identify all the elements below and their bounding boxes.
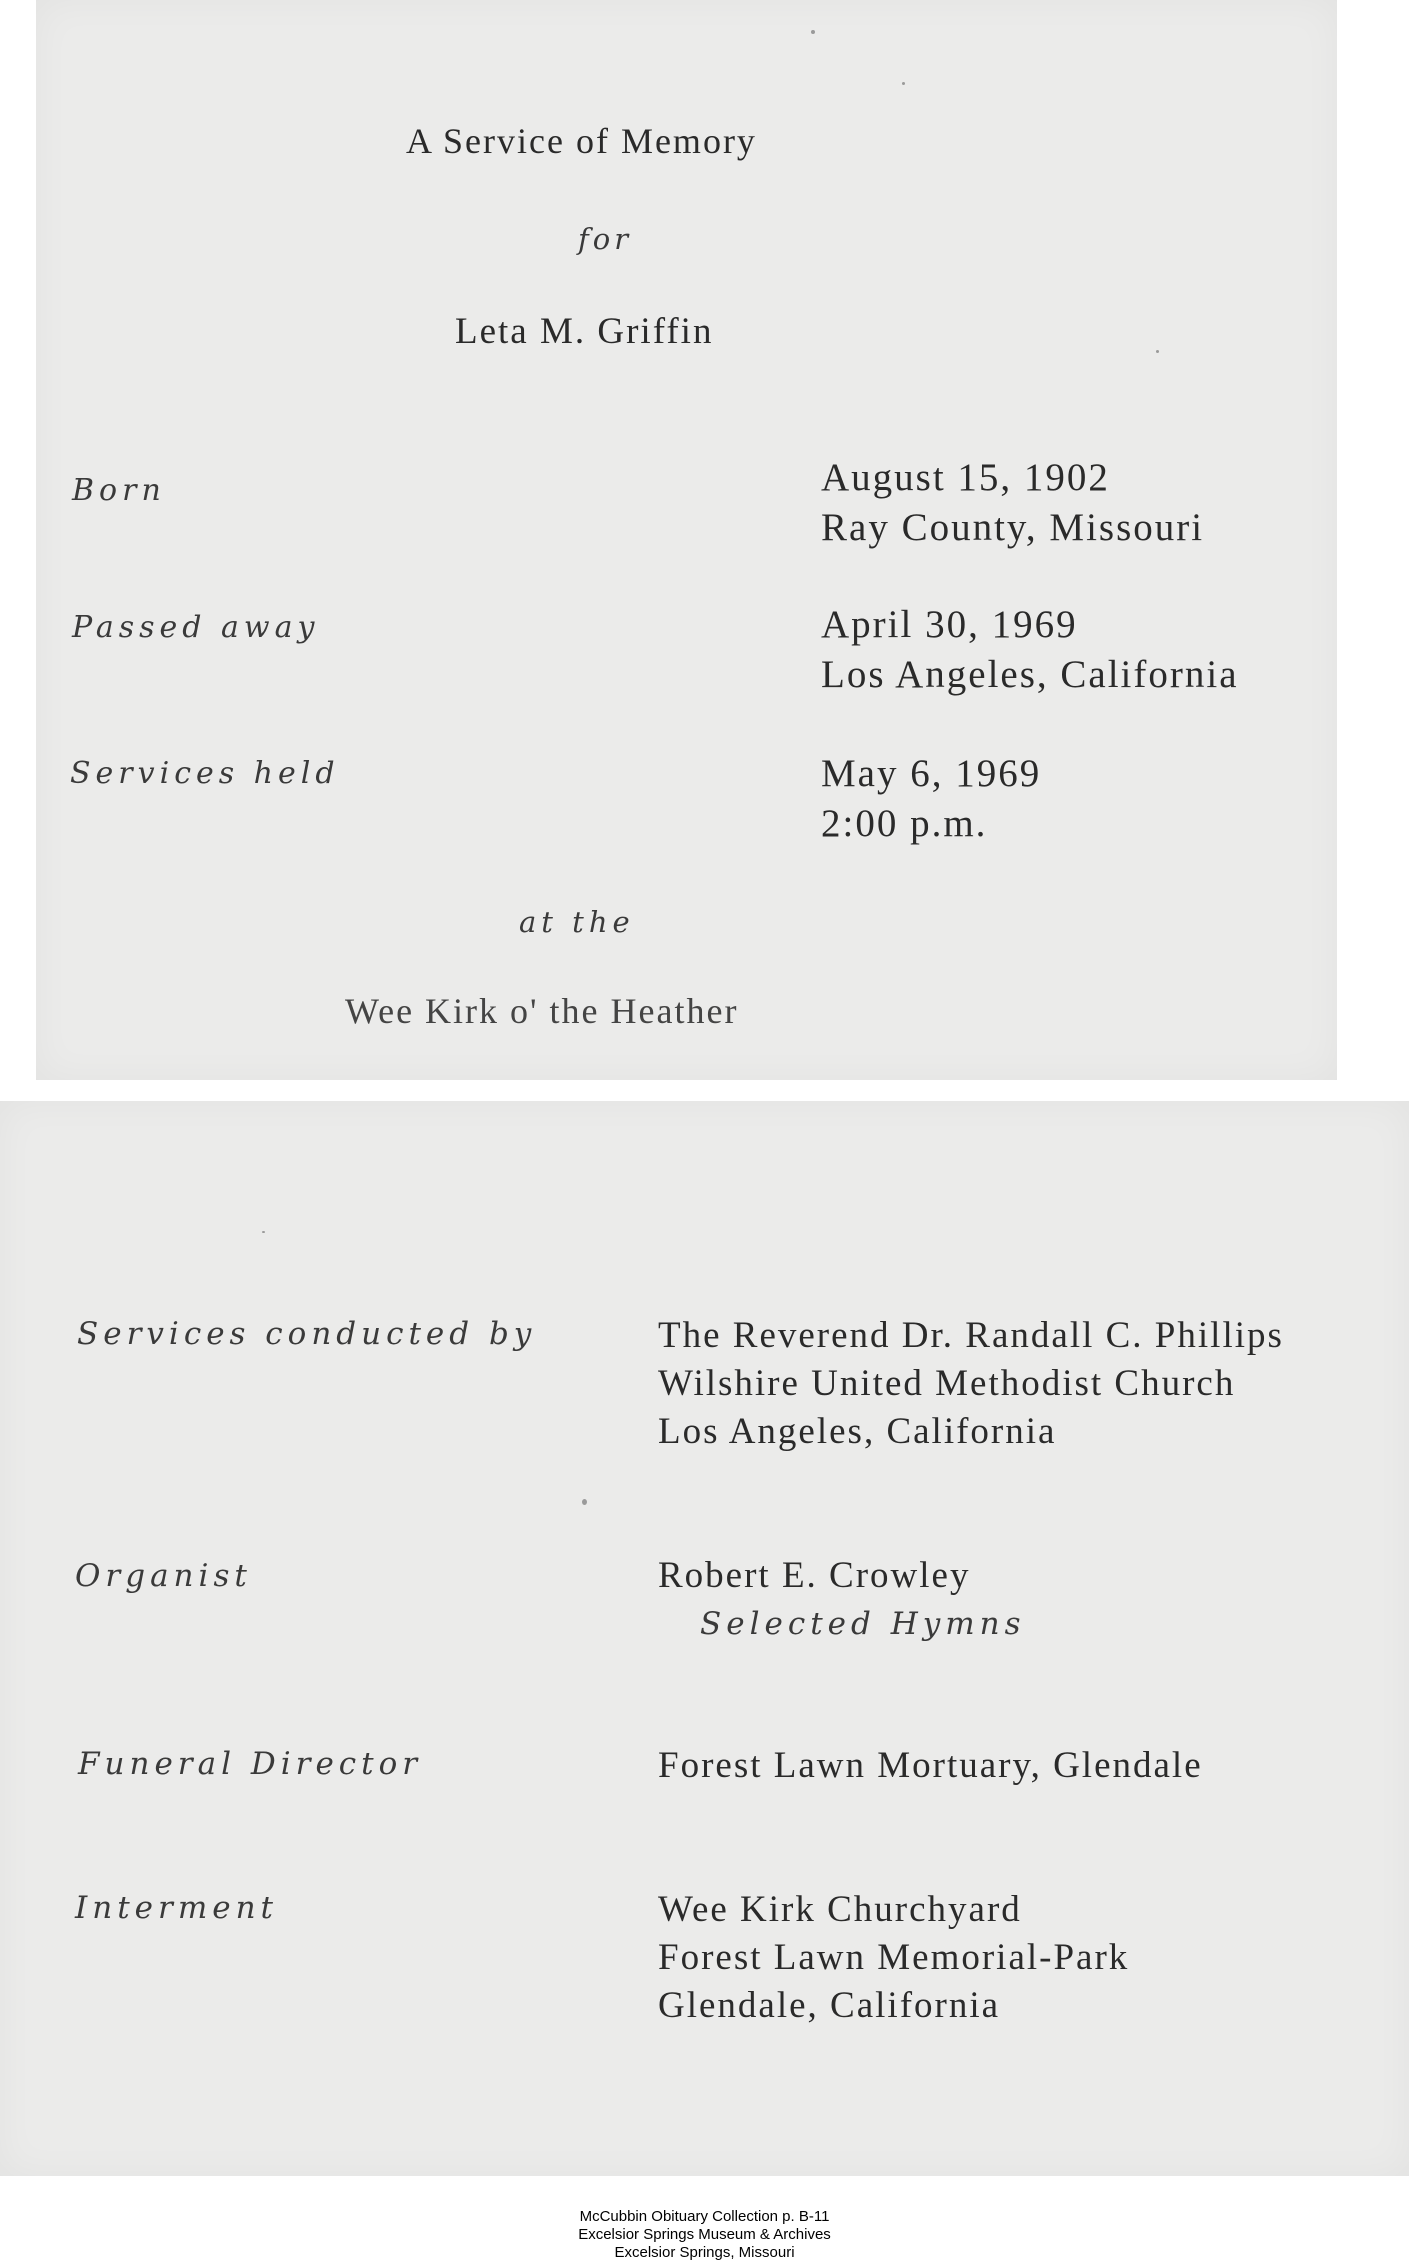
for-word: for <box>578 222 633 256</box>
services-date: May 6, 1969 <box>821 752 1042 795</box>
paper-speck <box>811 30 815 34</box>
organist-label: Organist <box>75 1558 252 1594</box>
paper-speck <box>582 1499 587 1505</box>
services-time: 2:00 p.m. <box>821 802 988 845</box>
program-title: A Service of Memory <box>406 121 757 161</box>
caption-location: Excelsior Springs, Missouri <box>614 2244 795 2261</box>
funeral-director-label: Funeral Director <box>78 1746 423 1782</box>
archive-caption <box>0 2208 1409 2262</box>
interment-label: Interment <box>75 1890 278 1926</box>
officiant-church: Wilshire United Methodist Church <box>658 1363 1236 1404</box>
deceased-name: Leta M. Griffin <box>455 311 714 352</box>
services-held-value <box>821 749 1041 849</box>
passed-place: Los Angeles, California <box>821 653 1239 696</box>
born-label: Born <box>72 473 166 508</box>
caption-collection: McCubbin Obituary Collection p. B-11 <box>579 2208 830 2225</box>
services-conducted-label: Services conducted by <box>77 1316 537 1352</box>
venue-name: Wee Kirk o' the Heather <box>345 991 739 1031</box>
paper-speck <box>902 82 905 85</box>
paper-speck <box>1156 350 1159 353</box>
funeral-director-value: Forest Lawn Mortuary, Glendale <box>658 1745 1203 1786</box>
interment-park: Forest Lawn Memorial-Park <box>658 1937 1130 1978</box>
interment-city: Glendale, California <box>658 1985 1001 2026</box>
services-held-label: Services held <box>70 756 340 791</box>
organist-name: Robert E. Crowley <box>658 1555 971 1596</box>
born-date: August 15, 1902 <box>821 456 1110 499</box>
officiant-name: The Reverend Dr. Randall C. Phillips <box>658 1315 1284 1356</box>
services-conducted-value <box>658 1312 1284 1456</box>
interment-site: Wee Kirk Churchyard <box>658 1889 1022 1930</box>
passed-date: April 30, 1969 <box>821 603 1078 646</box>
passed-away-label: Passed away <box>72 610 320 645</box>
passed-away-value <box>821 600 1239 700</box>
caption-museum: Excelsior Springs Museum & Archives <box>578 2226 831 2243</box>
paper-speck <box>262 1231 265 1233</box>
officiant-city: Los Angeles, California <box>658 1411 1057 1452</box>
at-the-text: at the <box>519 905 635 939</box>
born-value <box>821 453 1204 553</box>
born-place: Ray County, Missouri <box>821 506 1205 549</box>
selected-hymns: Selected Hymns <box>700 1606 1026 1642</box>
interment-value <box>658 1886 1129 2030</box>
